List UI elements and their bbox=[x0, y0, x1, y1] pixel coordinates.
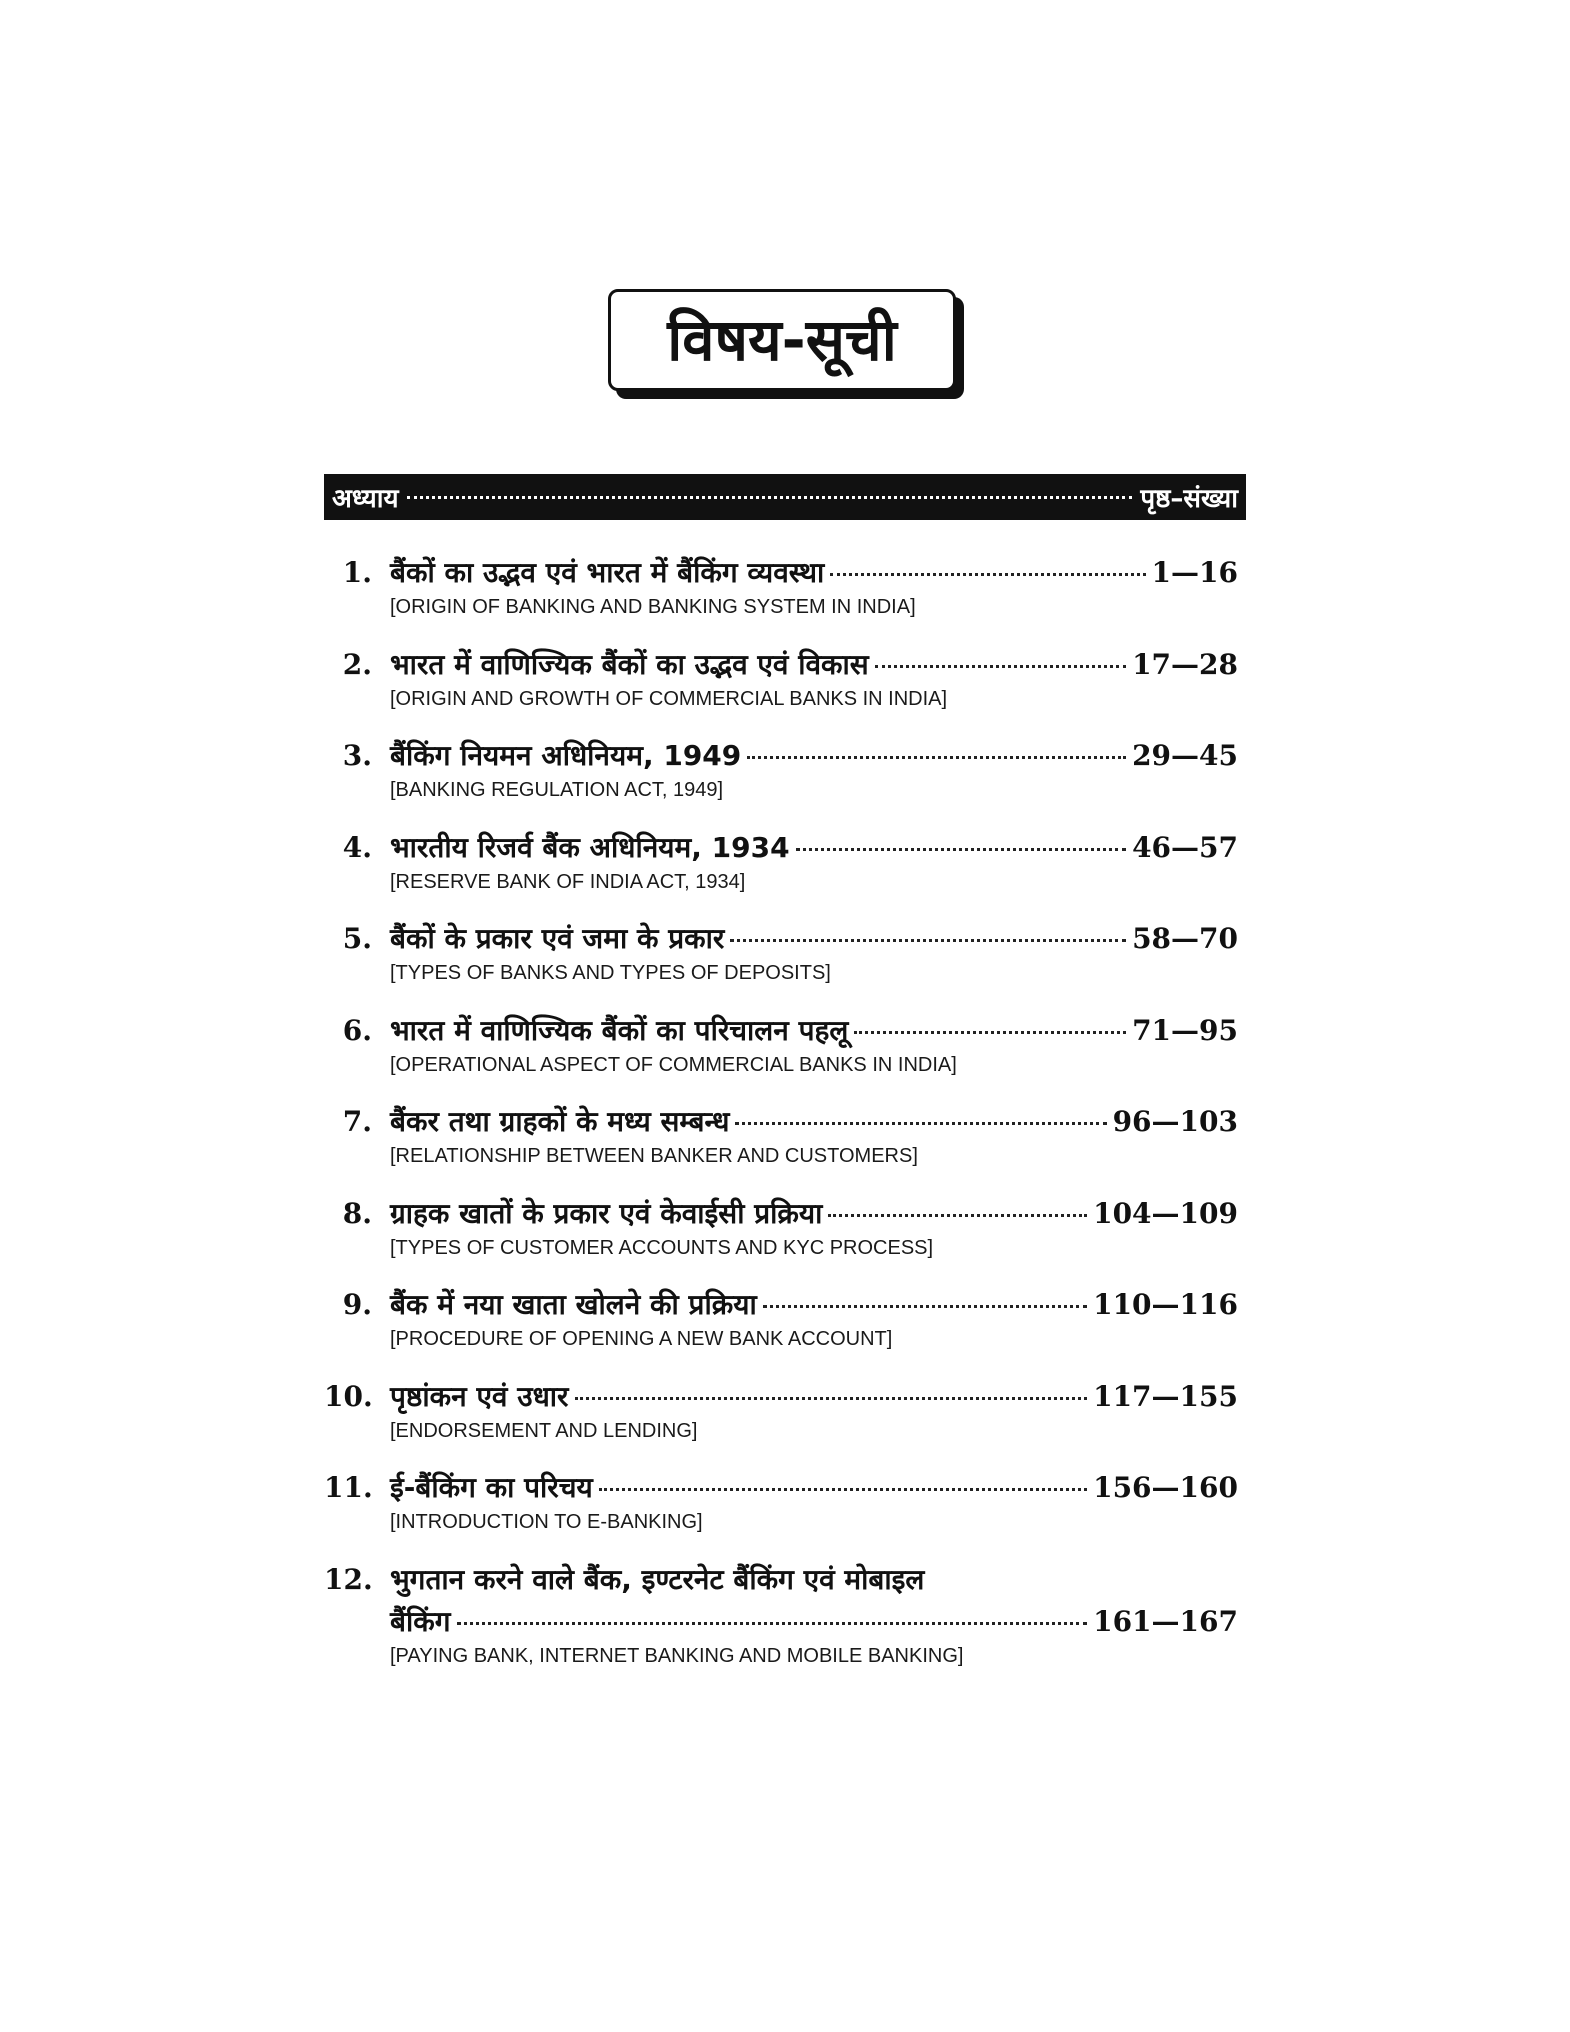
toc-entry-6 bbox=[324, 1010, 1246, 1102]
page-title: विषय-सूची bbox=[667, 306, 897, 374]
page-range: 161—167 bbox=[1093, 1604, 1238, 1638]
page-range: 96—103 bbox=[1112, 1105, 1238, 1138]
chapter-number: 3. bbox=[342, 739, 372, 772]
page-range: 17—28 bbox=[1132, 647, 1238, 681]
chapter-title-hindi: ग्राहक खातों के प्रकार एवं केवाईसी प्रक्रिया bbox=[390, 1196, 823, 1230]
toc-entry-1 bbox=[324, 552, 1246, 644]
page-range: 156—160 bbox=[1093, 1471, 1238, 1504]
table-of-contents bbox=[324, 552, 1246, 1699]
page-range: 117—155 bbox=[1093, 1379, 1238, 1413]
chapter-number: 10. bbox=[324, 1379, 373, 1413]
chapter-title-english: [TYPES OF CUSTOMER ACCOUNTS AND KYC PROCESS] bbox=[390, 1236, 934, 1259]
toc-entry-5 bbox=[324, 918, 1246, 1010]
dot-leader bbox=[830, 573, 1145, 576]
chapter-title-english: [ORIGIN OF BANKING AND BANKING SYSTEM IN INDIA] bbox=[390, 596, 916, 618]
dot-leader bbox=[599, 1488, 1087, 1491]
dot-leader bbox=[747, 756, 1126, 759]
chapter-title-hindi: बैंकिंग bbox=[390, 1604, 451, 1638]
page-range: 58—70 bbox=[1132, 922, 1238, 955]
chapter-title-english: [TYPES OF BANKS AND TYPES OF DEPOSITS] bbox=[390, 962, 831, 984]
chapter-title-english: [BANKING REGULATION ACT, 1949] bbox=[390, 779, 724, 801]
dot-leader bbox=[828, 1214, 1087, 1217]
toc-entry-10 bbox=[324, 1376, 1246, 1468]
chapter-title-hindi: पृष्ठांकन एवं उधार bbox=[390, 1379, 569, 1413]
chapter-title-hindi: बैंकिंग नियमन अधिनियम, 1949 bbox=[390, 739, 742, 772]
dot-leader bbox=[796, 848, 1126, 851]
chapter-number: 7. bbox=[342, 1105, 372, 1138]
chapter-title-hindi: भारतीय रिजर्व बैंक अधिनियम, 1934 bbox=[390, 830, 790, 864]
chapter-number: 6. bbox=[342, 1013, 372, 1047]
dot-leader bbox=[730, 939, 1126, 942]
chapter-number: 12. bbox=[324, 1562, 373, 1596]
chapter-number: 11. bbox=[324, 1471, 373, 1504]
chapter-number: 5. bbox=[342, 922, 372, 955]
chapter-title-hindi: बैंकर तथा ग्राहकों के मध्य सम्बन्ध bbox=[390, 1105, 730, 1138]
toc-entry-7 bbox=[324, 1101, 1246, 1193]
page-range: 29—45 bbox=[1132, 739, 1238, 772]
chapter-number: 4. bbox=[342, 830, 372, 864]
page-number-column-label: पृष्ठ–संख्या bbox=[1140, 484, 1238, 514]
page-range: 104—109 bbox=[1093, 1196, 1238, 1230]
chapter-title-hindi: भारत में वाणिज्यिक बैंकों का परिचालन पहलू bbox=[390, 1013, 849, 1047]
toc-entry-2 bbox=[324, 644, 1246, 736]
title-box bbox=[608, 289, 956, 391]
page-range: 71—95 bbox=[1132, 1013, 1238, 1047]
dot-leader bbox=[575, 1397, 1088, 1400]
chapter-column-label: अध्याय bbox=[332, 484, 399, 514]
toc-entry-9 bbox=[324, 1284, 1246, 1376]
page-range: 1—16 bbox=[1151, 556, 1238, 589]
chapter-title-english: [ORIGIN AND GROWTH OF COMMERCIAL BANKS IN INDIA] bbox=[390, 687, 948, 710]
header-dot-leader bbox=[407, 484, 1133, 499]
page-range: 46—57 bbox=[1132, 830, 1238, 864]
chapter-title-hindi: बैंकों का उद्भव एवं भारत में बैंकिंग व्यवस्था bbox=[390, 556, 825, 589]
chapter-title-english: [PAYING BANK, INTERNET BANKING AND MOBILE BANKING] bbox=[390, 1644, 964, 1667]
chapter-title-english: [RELATIONSHIP BETWEEN BANKER AND CUSTOMERS] bbox=[390, 1145, 918, 1167]
toc-entry-3 bbox=[324, 735, 1246, 827]
dot-leader bbox=[735, 1122, 1106, 1125]
chapter-number: 9. bbox=[342, 1288, 372, 1321]
dot-leader bbox=[763, 1305, 1087, 1308]
chapter-number: 2. bbox=[342, 647, 372, 681]
chapter-title-hindi: बैंकों के प्रकार एवं जमा के प्रकार bbox=[390, 922, 725, 955]
toc-entry-12 bbox=[324, 1559, 1246, 1699]
page-range: 110—116 bbox=[1093, 1288, 1238, 1321]
chapter-number: 8. bbox=[342, 1196, 372, 1230]
chapter-number: 1. bbox=[342, 556, 372, 589]
chapter-title-hindi-line1: भुगतान करने वाले बैंक, इण्टरनेट बैंकिंग एवं मोबाइल bbox=[390, 1562, 925, 1596]
toc-entry-4 bbox=[324, 827, 1246, 919]
dot-leader bbox=[854, 1031, 1126, 1034]
dot-leader bbox=[875, 665, 1126, 668]
chapter-title-english: [OPERATIONAL ASPECT OF COMMERCIAL BANKS IN INDIA] bbox=[390, 1053, 957, 1076]
chapter-title-hindi: भारत में वाणिज्यिक बैंकों का उद्भव एवं विकास bbox=[390, 647, 869, 681]
chapter-title-english: [PROCEDURE OF OPENING A NEW BANK ACCOUNT] bbox=[390, 1328, 893, 1350]
toc-entry-11 bbox=[324, 1467, 1246, 1559]
dot-leader bbox=[457, 1622, 1088, 1625]
chapter-title-hindi: बैंक में नया खाता खोलने की प्रक्रिया bbox=[390, 1288, 757, 1321]
chapter-title-english: [RESERVE BANK OF INDIA ACT, 1934] bbox=[390, 870, 746, 893]
chapter-title-hindi: ई-बैंकिंग का परिचय bbox=[390, 1471, 593, 1504]
chapter-title-english: [ENDORSEMENT AND LENDING] bbox=[390, 1419, 698, 1442]
chapter-title-english: [INTRODUCTION TO E-BANKING] bbox=[390, 1511, 703, 1533]
toc-entry-8 bbox=[324, 1193, 1246, 1285]
toc-header-bar bbox=[324, 474, 1246, 520]
